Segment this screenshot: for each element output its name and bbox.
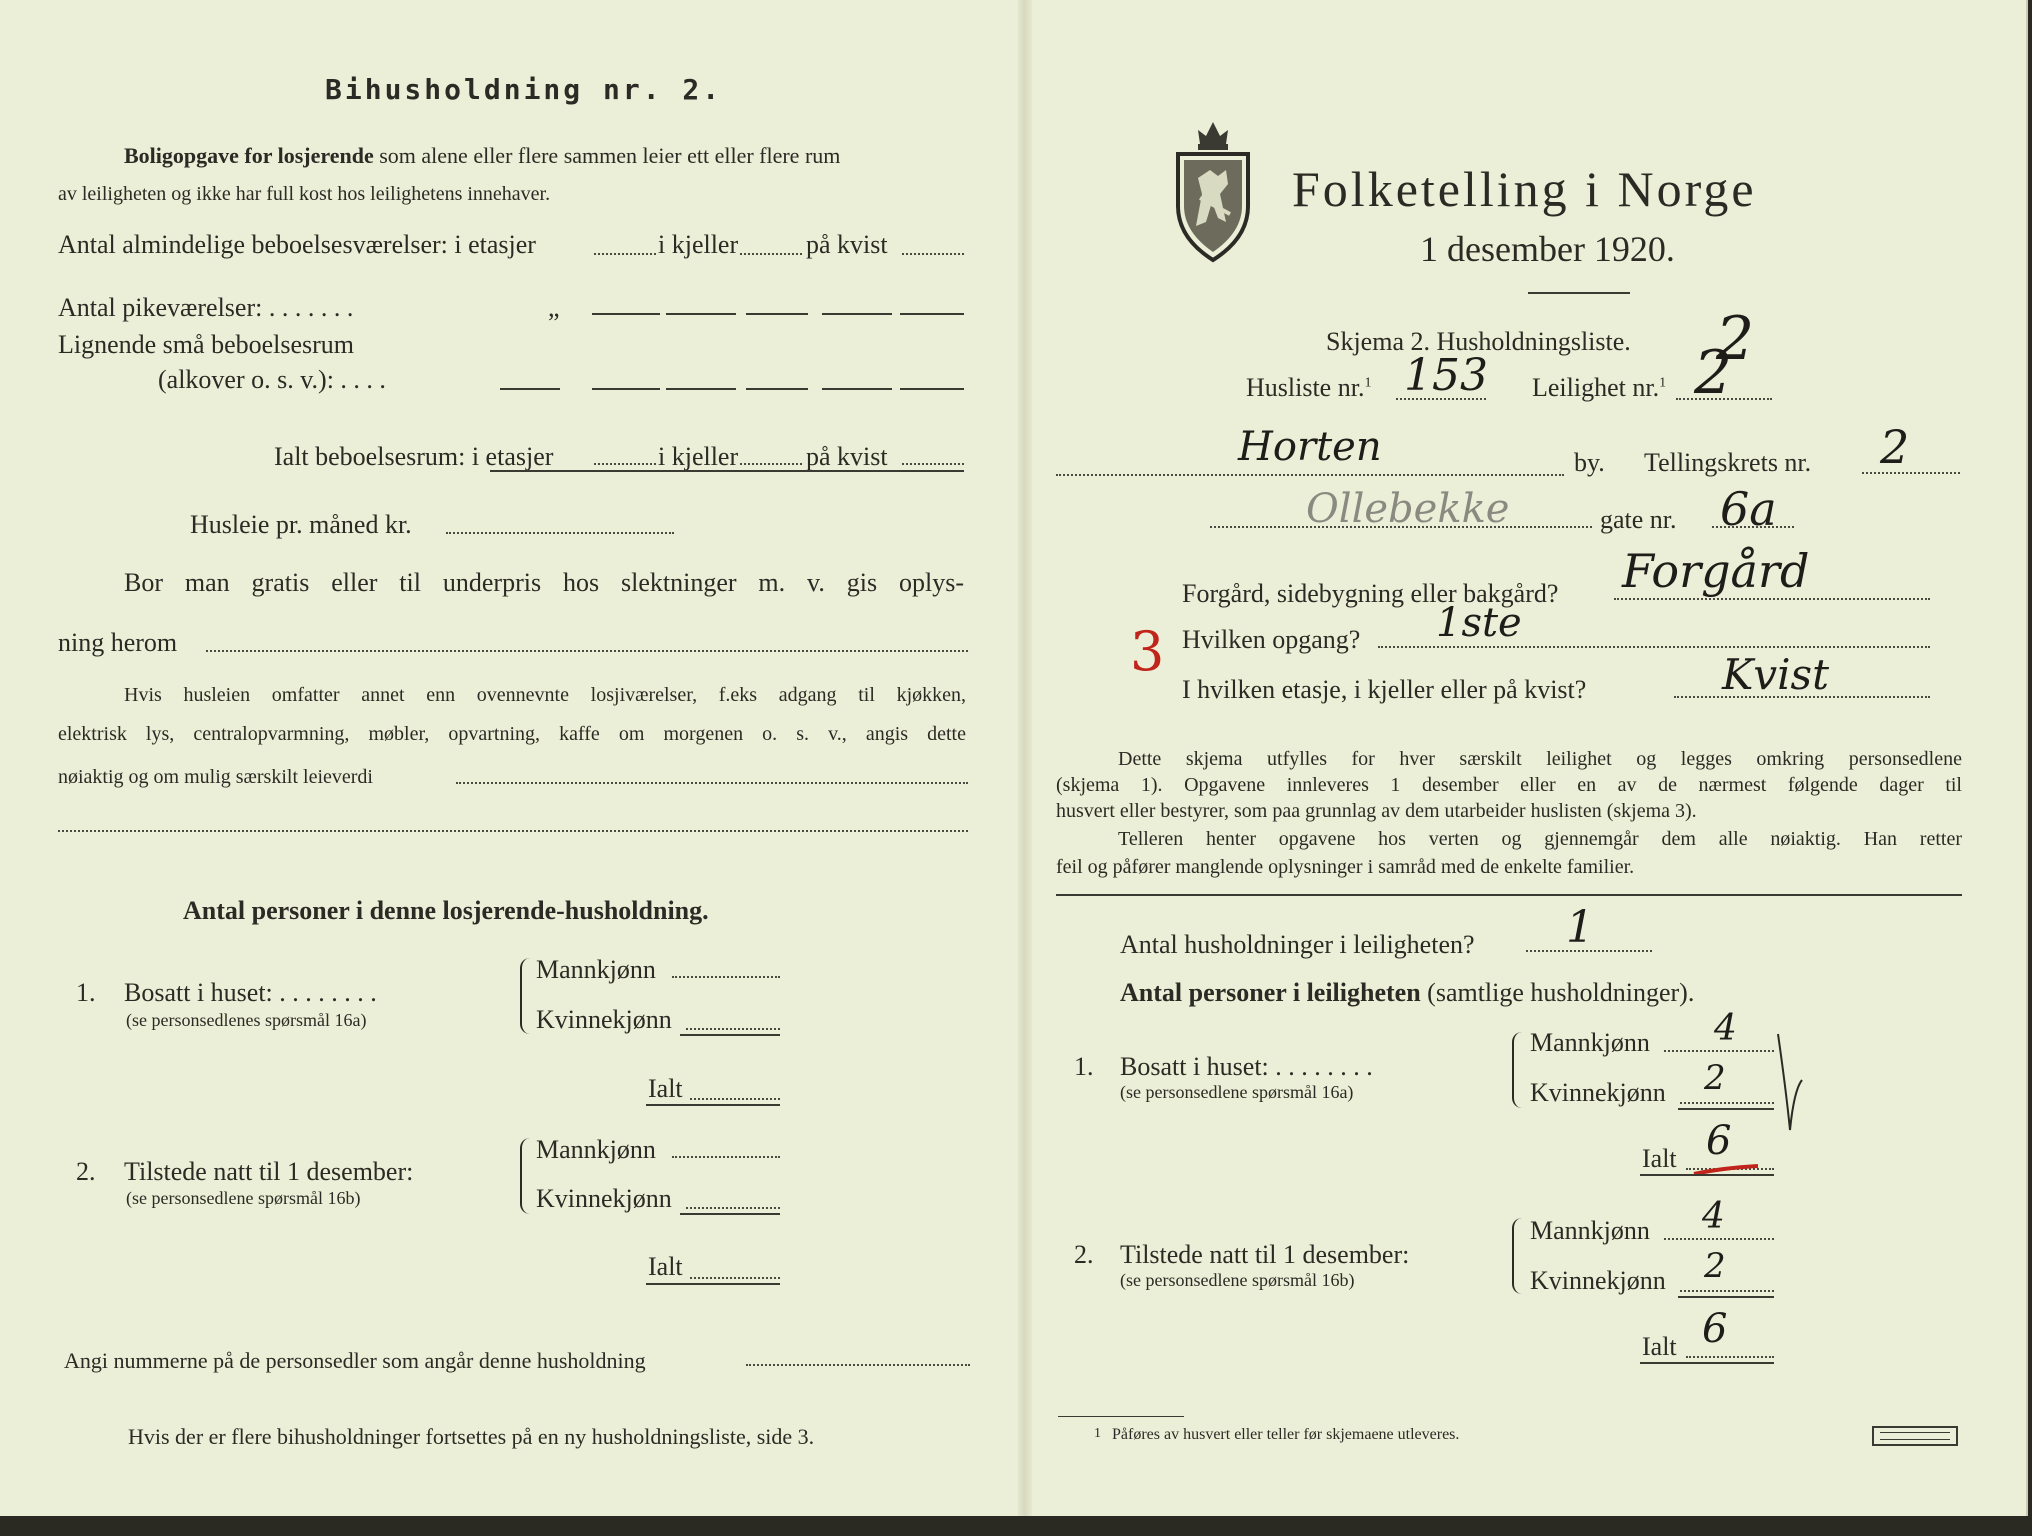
leilighet-footnote-ref: 1 (1659, 375, 1667, 391)
left-q1-kvinne-field[interactable] (686, 1028, 780, 1030)
gate-label: gate nr. (1600, 505, 1677, 534)
right-q2-ialt-value: 6 (1702, 1306, 1728, 1352)
by-field[interactable] (1056, 474, 1564, 476)
gate-value: Ollebekke (1306, 486, 1510, 532)
right-q2-mann-field[interactable] (1664, 1238, 1774, 1240)
right-q2-ialt-field[interactable] (1686, 1356, 1774, 1358)
pike-etasjer-field[interactable] (592, 313, 660, 315)
right-q2-sum-rule (1678, 1296, 1774, 1298)
left-q1-ialt-rule (646, 1104, 780, 1106)
pike-end-field[interactable] (900, 313, 964, 315)
leieverdi-field-2[interactable] (58, 830, 968, 832)
right-q1-num: 1. (1074, 1052, 1094, 1081)
alkover-label: (alkover o. s. v.): . . . . (158, 365, 386, 394)
alkover-field-2[interactable] (592, 388, 660, 390)
rooms-kjeller-label: i kjeller (658, 230, 739, 259)
left-q2-kvinne-label: Kvinnekjønn (536, 1184, 672, 1213)
right-q1-label: Bosatt i huset: . . . . . . . . (1120, 1052, 1373, 1081)
husholdninger-label: Antal husholdninger i leiligheten? (1120, 930, 1475, 959)
husliste-footnote-ref: 1 (1364, 375, 1372, 391)
rooms-etasjer-field[interactable] (594, 253, 656, 255)
husleie-label: Husleie pr. måned kr. (190, 510, 412, 539)
left-q1-brace (520, 958, 532, 1034)
right-q2-ialt-rule (1640, 1362, 1774, 1364)
right-q1-ialt-value: 6 (1706, 1118, 1732, 1164)
left-q1-mann-field[interactable] (672, 976, 780, 978)
hvis-line3: nøiaktig og om mulig særskilt leieverdi (58, 766, 373, 788)
right-q2-kvinne-field[interactable] (1680, 1290, 1774, 1292)
norwegian-coat-of-arms-icon (1172, 114, 1254, 264)
alkover-field-4[interactable] (746, 388, 808, 390)
krets-value: 2 (1880, 420, 1910, 474)
husleie-field[interactable] (446, 532, 674, 534)
footnote-rule (1058, 1416, 1184, 1417)
right-q1-ialt-label: Ialt (1642, 1144, 1677, 1173)
husholdninger-value: 1 (1566, 902, 1594, 953)
ditto-mark: „ (548, 293, 560, 322)
right-q2-label: Tilstede natt til 1 desember: (1120, 1240, 1410, 1269)
right-q2-kvinne-value: 2 (1704, 1246, 1726, 1286)
printer-stamp-icon (1872, 1426, 1958, 1446)
right-q1-mann-field[interactable] (1664, 1050, 1774, 1052)
rooms-label: Antal almindelige beboelsesværelser: i etasjer (58, 230, 536, 259)
red-underline-mark (1692, 1160, 1762, 1180)
gate-nr-value: 6a (1720, 482, 1777, 536)
left-q2-ialt-rule (646, 1283, 780, 1285)
intro-bold: Boligopgave for losjerende (124, 143, 374, 168)
right-q1-kvinne-field[interactable] (1680, 1102, 1774, 1104)
right-q1-sum-rule (1678, 1108, 1774, 1110)
right-persons-heading-rest: (samtlige husholdninger). (1427, 978, 1695, 1007)
instr-line3: husvert eller bestyrer, som paa grunnlag av dem utarbeider huslisten (skjema 3). (1056, 800, 1697, 822)
right-q1-kvinne-value: 2 (1704, 1058, 1726, 1098)
opgang-field[interactable] (1378, 646, 1930, 648)
instr-line4: Telleren henter opgavene hos verten og gjennemgår dem alle nøiaktig. Han retter (1118, 828, 1962, 850)
left-q2-mann-label: Mannkjønn (536, 1135, 656, 1164)
ialt-kjeller-label: i kjeller (658, 442, 739, 471)
alkover-kvist-field[interactable] (822, 388, 892, 390)
left-q2-num: 2. (76, 1157, 96, 1186)
left-q1-mann-label: Mannkjønn (536, 955, 656, 984)
intro-rest: som alene eller flere sammen leier ett eller flere rum (379, 143, 841, 168)
pike-label: Antal pikeværelser: . . . . . . . (58, 293, 354, 322)
left-q1-num: 1. (76, 978, 96, 1007)
hvis-line1: Hvis husleien omfatter annet enn ovennevnte losjiværelser, f.eks adgang til kjøkken, (124, 684, 966, 706)
etasje-value: Kvist (1722, 650, 1829, 699)
left-q1-label: Bosatt i huset: . . . . . . . . (124, 978, 377, 1007)
right-q2-ialt-label: Ialt (1642, 1332, 1677, 1361)
right-q1-brace (1512, 1032, 1524, 1108)
rooms-kvist-label: på kvist (806, 230, 888, 259)
right-q1-ialt-rule (1640, 1174, 1774, 1176)
tally-check-mark-icon (1776, 1030, 1806, 1140)
right-q2-kvinne-label: Kvinnekjønn (1530, 1266, 1666, 1295)
by-value: Horten (1238, 424, 1382, 470)
form-title: Folketelling i Norge (1292, 161, 1757, 217)
left-q2-label: Tilstede natt til 1 desember: (124, 1157, 414, 1186)
ialt-kvist-label: på kvist (806, 442, 888, 471)
form-date: 1 desember 1920. (1420, 229, 1675, 269)
left-q2-sub: (se personsedlene spørsmål 16b) (126, 1188, 361, 1208)
krets-label: Tellingskrets nr. (1644, 448, 1812, 477)
footnote-number: 1 (1094, 1426, 1101, 1441)
left-q2-kvinne-field[interactable] (686, 1207, 780, 1209)
left-q2-ialt-label: Ialt (648, 1252, 683, 1281)
ialt-etasjer-field[interactable] (594, 463, 656, 465)
husliste-value: 153 (1404, 350, 1488, 401)
angi-field[interactable] (746, 1364, 970, 1366)
right-q2-brace (1512, 1218, 1524, 1294)
left-q1-sub: (se personsedlenes spørsmål 16a) (126, 1010, 367, 1030)
instr-rule (1056, 894, 1962, 896)
right-q1-kvinne-label: Kvinnekjønn (1530, 1078, 1666, 1107)
gratis-field[interactable] (206, 650, 968, 652)
left-q2-brace (520, 1138, 532, 1214)
right-q1-sub: (se personsedlene spørsmål 16a) (1120, 1082, 1354, 1102)
left-q1-ialt-label: Ialt (648, 1074, 683, 1103)
title-rule (1528, 292, 1630, 294)
left-q2-ialt-field[interactable] (690, 1277, 780, 1279)
opgang-label: Hvilken opgang? (1182, 625, 1361, 654)
pike-kjeller-field[interactable] (666, 313, 736, 315)
intro-line2: av leiligheten og ikke har full kost hos leilighetens innehaver. (58, 183, 551, 205)
ialt-kvist-field[interactable] (902, 463, 964, 465)
forgaard-label: Forgård, sidebygning eller bakgård? (1182, 579, 1559, 608)
leilighet-label: Leilighet nr. (1532, 373, 1660, 402)
right-q2-num: 2. (1074, 1240, 1094, 1269)
instr-line2: (skjema 1). Opgavene innleveres 1 desember eller en av de nærmest følgende dager til (1056, 774, 1962, 796)
opgang-red-mark: 3 (1130, 620, 1165, 683)
skjema-label: Skjema 2. Husholdningsliste. (1326, 327, 1631, 356)
right-q2-mann-value: 4 (1702, 1196, 1725, 1237)
rooms-kvist-field[interactable] (902, 253, 964, 255)
left-q2-mann-field[interactable] (672, 1156, 780, 1158)
forgaard-field[interactable] (1614, 598, 1930, 600)
pike-kvist-field[interactable] (746, 313, 808, 315)
left-persons-heading: Antal personer i denne losjerende-husholdning. (183, 896, 709, 925)
ialt-rule (490, 470, 964, 472)
left-q1-ialt-field[interactable] (690, 1098, 780, 1100)
lignende-label: Lignende små beboelsesrum (58, 330, 355, 359)
husliste-label: Husliste nr. (1246, 373, 1365, 402)
page-fold (1018, 0, 1032, 1516)
skjema-handwritten: 2 (1716, 304, 1755, 374)
instr-line1: Dette skjema utfylles for hver særskilt leilighet og legges omkring personsedlene (1118, 748, 1962, 770)
rooms-kjeller-field[interactable] (740, 253, 802, 255)
gratis-line2: ning herom (58, 628, 178, 657)
leilighet-value: 2 (1694, 338, 1733, 408)
left-footer: Hvis der er flere bihusholdninger fortsettes på en ny husholdningsliste, side 3. (128, 1424, 815, 1449)
leieverdi-field[interactable] (456, 782, 968, 784)
alkover-etasjer-field[interactable] (500, 388, 560, 390)
krets-field[interactable] (1862, 472, 1960, 474)
ialt-rooms-label: Ialt beboelsesrum: i etasjer (274, 442, 554, 471)
right-persons-heading-bold: Antal personer i leiligheten (1120, 978, 1421, 1007)
gratis-line1: Bor man gratis eller til underpris hos slektninger m. v. gis oplys- (124, 568, 964, 597)
hvis-line2: elektrisk lys, centralopvarmning, møbler, opvartning, kaffe om morgenen o. s. v., angis dette (58, 723, 966, 745)
left-title: Bihusholdning nr. 2. (325, 73, 723, 106)
instr-line5: feil og påfører manglende oplysninger i samråd med de enkelte familier. (1056, 856, 1635, 878)
by-label: by. (1574, 448, 1605, 477)
left-q1-sum-rule (680, 1034, 780, 1036)
left-q1-kvinne-label: Kvinnekjønn (536, 1005, 672, 1034)
left-q2-sum-rule (680, 1213, 780, 1215)
forgaard-value: Forgård (1622, 544, 1810, 598)
opgang-value: 1ste (1436, 600, 1522, 646)
ialt-kjeller-field[interactable] (740, 463, 802, 465)
right-q2-mann-label: Mannkjønn (1530, 1216, 1650, 1245)
alkover-kjeller-field[interactable] (666, 388, 736, 390)
right-q1-mann-value: 4 (1714, 1008, 1737, 1049)
footnote-text: Påføres av husvert eller teller før skjemaene utleveres. (1112, 1426, 1460, 1443)
angi-label: Angi nummerne på de personsedler som angår denne husholdning (64, 1348, 646, 1373)
alkover-end-field[interactable] (900, 388, 964, 390)
pike-extra-field[interactable] (822, 313, 892, 315)
right-q1-mann-label: Mannkjønn (1530, 1028, 1650, 1057)
right-q2-sub: (se personsedlene spørsmål 16b) (1120, 1270, 1355, 1290)
etasje-label: I hvilken etasje, i kjeller eller på kvist? (1182, 675, 1587, 704)
